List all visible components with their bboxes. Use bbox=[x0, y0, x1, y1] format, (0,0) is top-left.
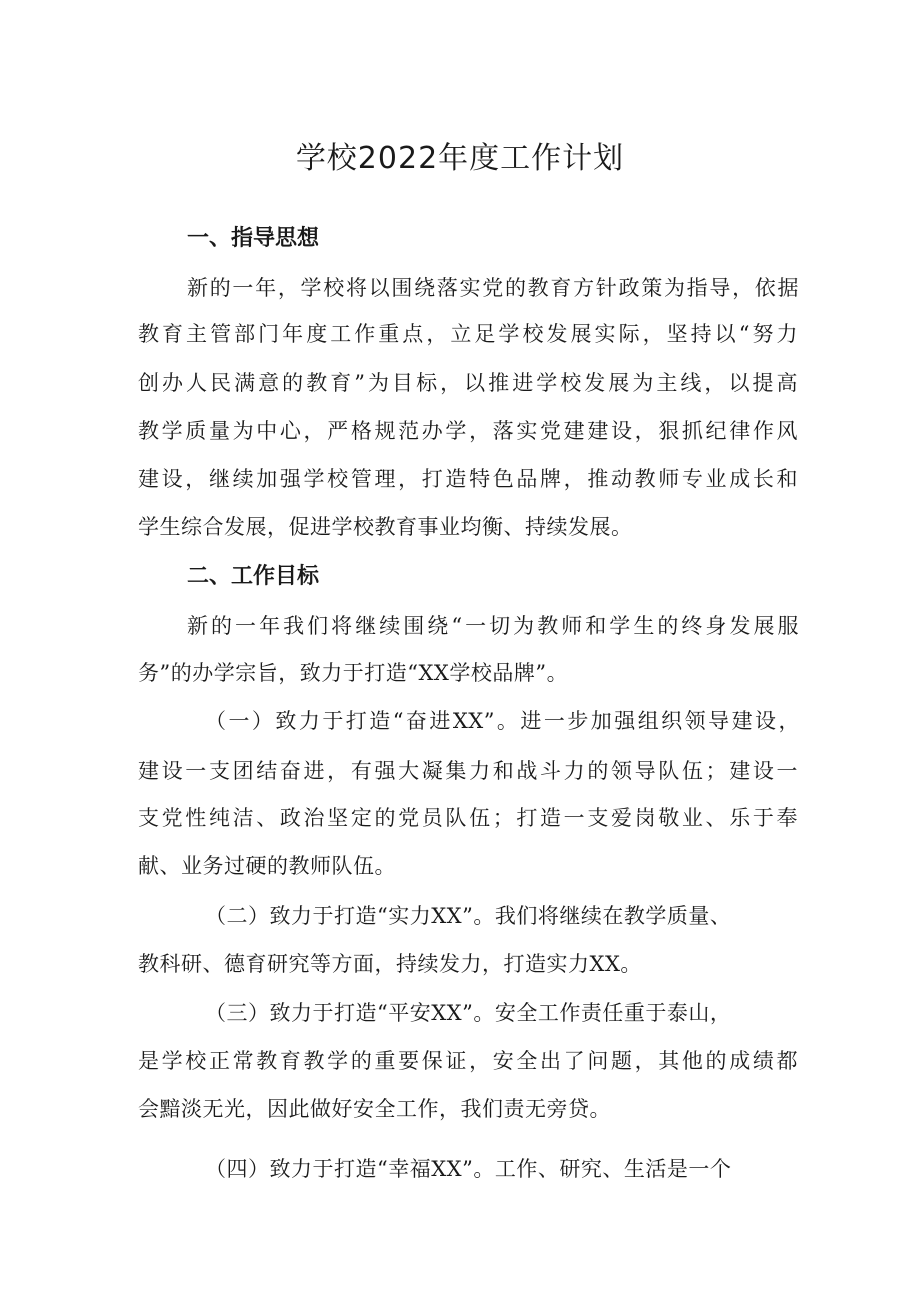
paragraph-line: 支党性纯洁、政治坚定的党员队伍；打造一支爱岗敬业、乐于奉 bbox=[138, 806, 798, 830]
paragraph-line: 会黯淡无光，因此做好安全工作，我们责无旁贷。 bbox=[138, 1097, 611, 1121]
paragraph-line: （四）致力于打造“幸福XX”。工作、研究、生活是一个 bbox=[205, 1157, 732, 1181]
paragraph-line: （二）致力于打造“实力XX”。我们将继续在教学质量、 bbox=[205, 904, 732, 928]
paragraph-line: 新的一年我们将继续围绕“一切为教师和学生的终身发展服 bbox=[187, 614, 799, 638]
paragraph-line: 教育主管部门年度工作重点，立足学校发展实际，坚持以“努力 bbox=[138, 322, 798, 346]
paragraph-line: 创办人民满意的教育”为目标，以推进学校发展为主线，以提高 bbox=[138, 371, 798, 395]
paragraph-line: 教科研、德育研究等方面，持续发力，打造实力XX。 bbox=[138, 952, 642, 976]
paragraph-line: 教学质量为中心，严格规范办学，落实党建建设，狠抓纪律作风 bbox=[138, 419, 798, 443]
paragraph-line: （一）致力于打造“奋进XX”。进一步加强组织领导建设， bbox=[205, 709, 800, 733]
paragraph-line: （三）致力于打造“平安XX”。安全工作责任重于泰山， bbox=[205, 1001, 732, 1025]
paragraph-line: 是学校正常教育教学的重要保证，安全出了问题，其他的成绩都 bbox=[138, 1049, 798, 1073]
paragraph-line: 建设，继续加强学校管理，打造特色品牌，推动教师专业成长和 bbox=[138, 467, 798, 491]
paragraph-line: 新的一年，学校将以围绕落实党的教育方针政策为指导，依据 bbox=[187, 276, 799, 300]
paragraph-line: 献、业务过硬的教师队伍。 bbox=[138, 854, 396, 878]
section-heading-guiding-ideology: 一、指导思想 bbox=[187, 226, 320, 251]
paragraph-line: 务”的办学宗旨，致力于打造“XX学校品牌”。 bbox=[138, 661, 569, 685]
paragraph-line: 学生综合发展，促进学校教育事业均衡、持续发展。 bbox=[138, 515, 633, 539]
section-heading-work-goals: 二、工作目标 bbox=[187, 564, 320, 589]
document-title: 学校2022年度工作计划 bbox=[295, 141, 625, 176]
paragraph-line: 建设一支团结奋进，有强大凝集力和战斗力的领导队伍；建设一 bbox=[138, 759, 798, 783]
